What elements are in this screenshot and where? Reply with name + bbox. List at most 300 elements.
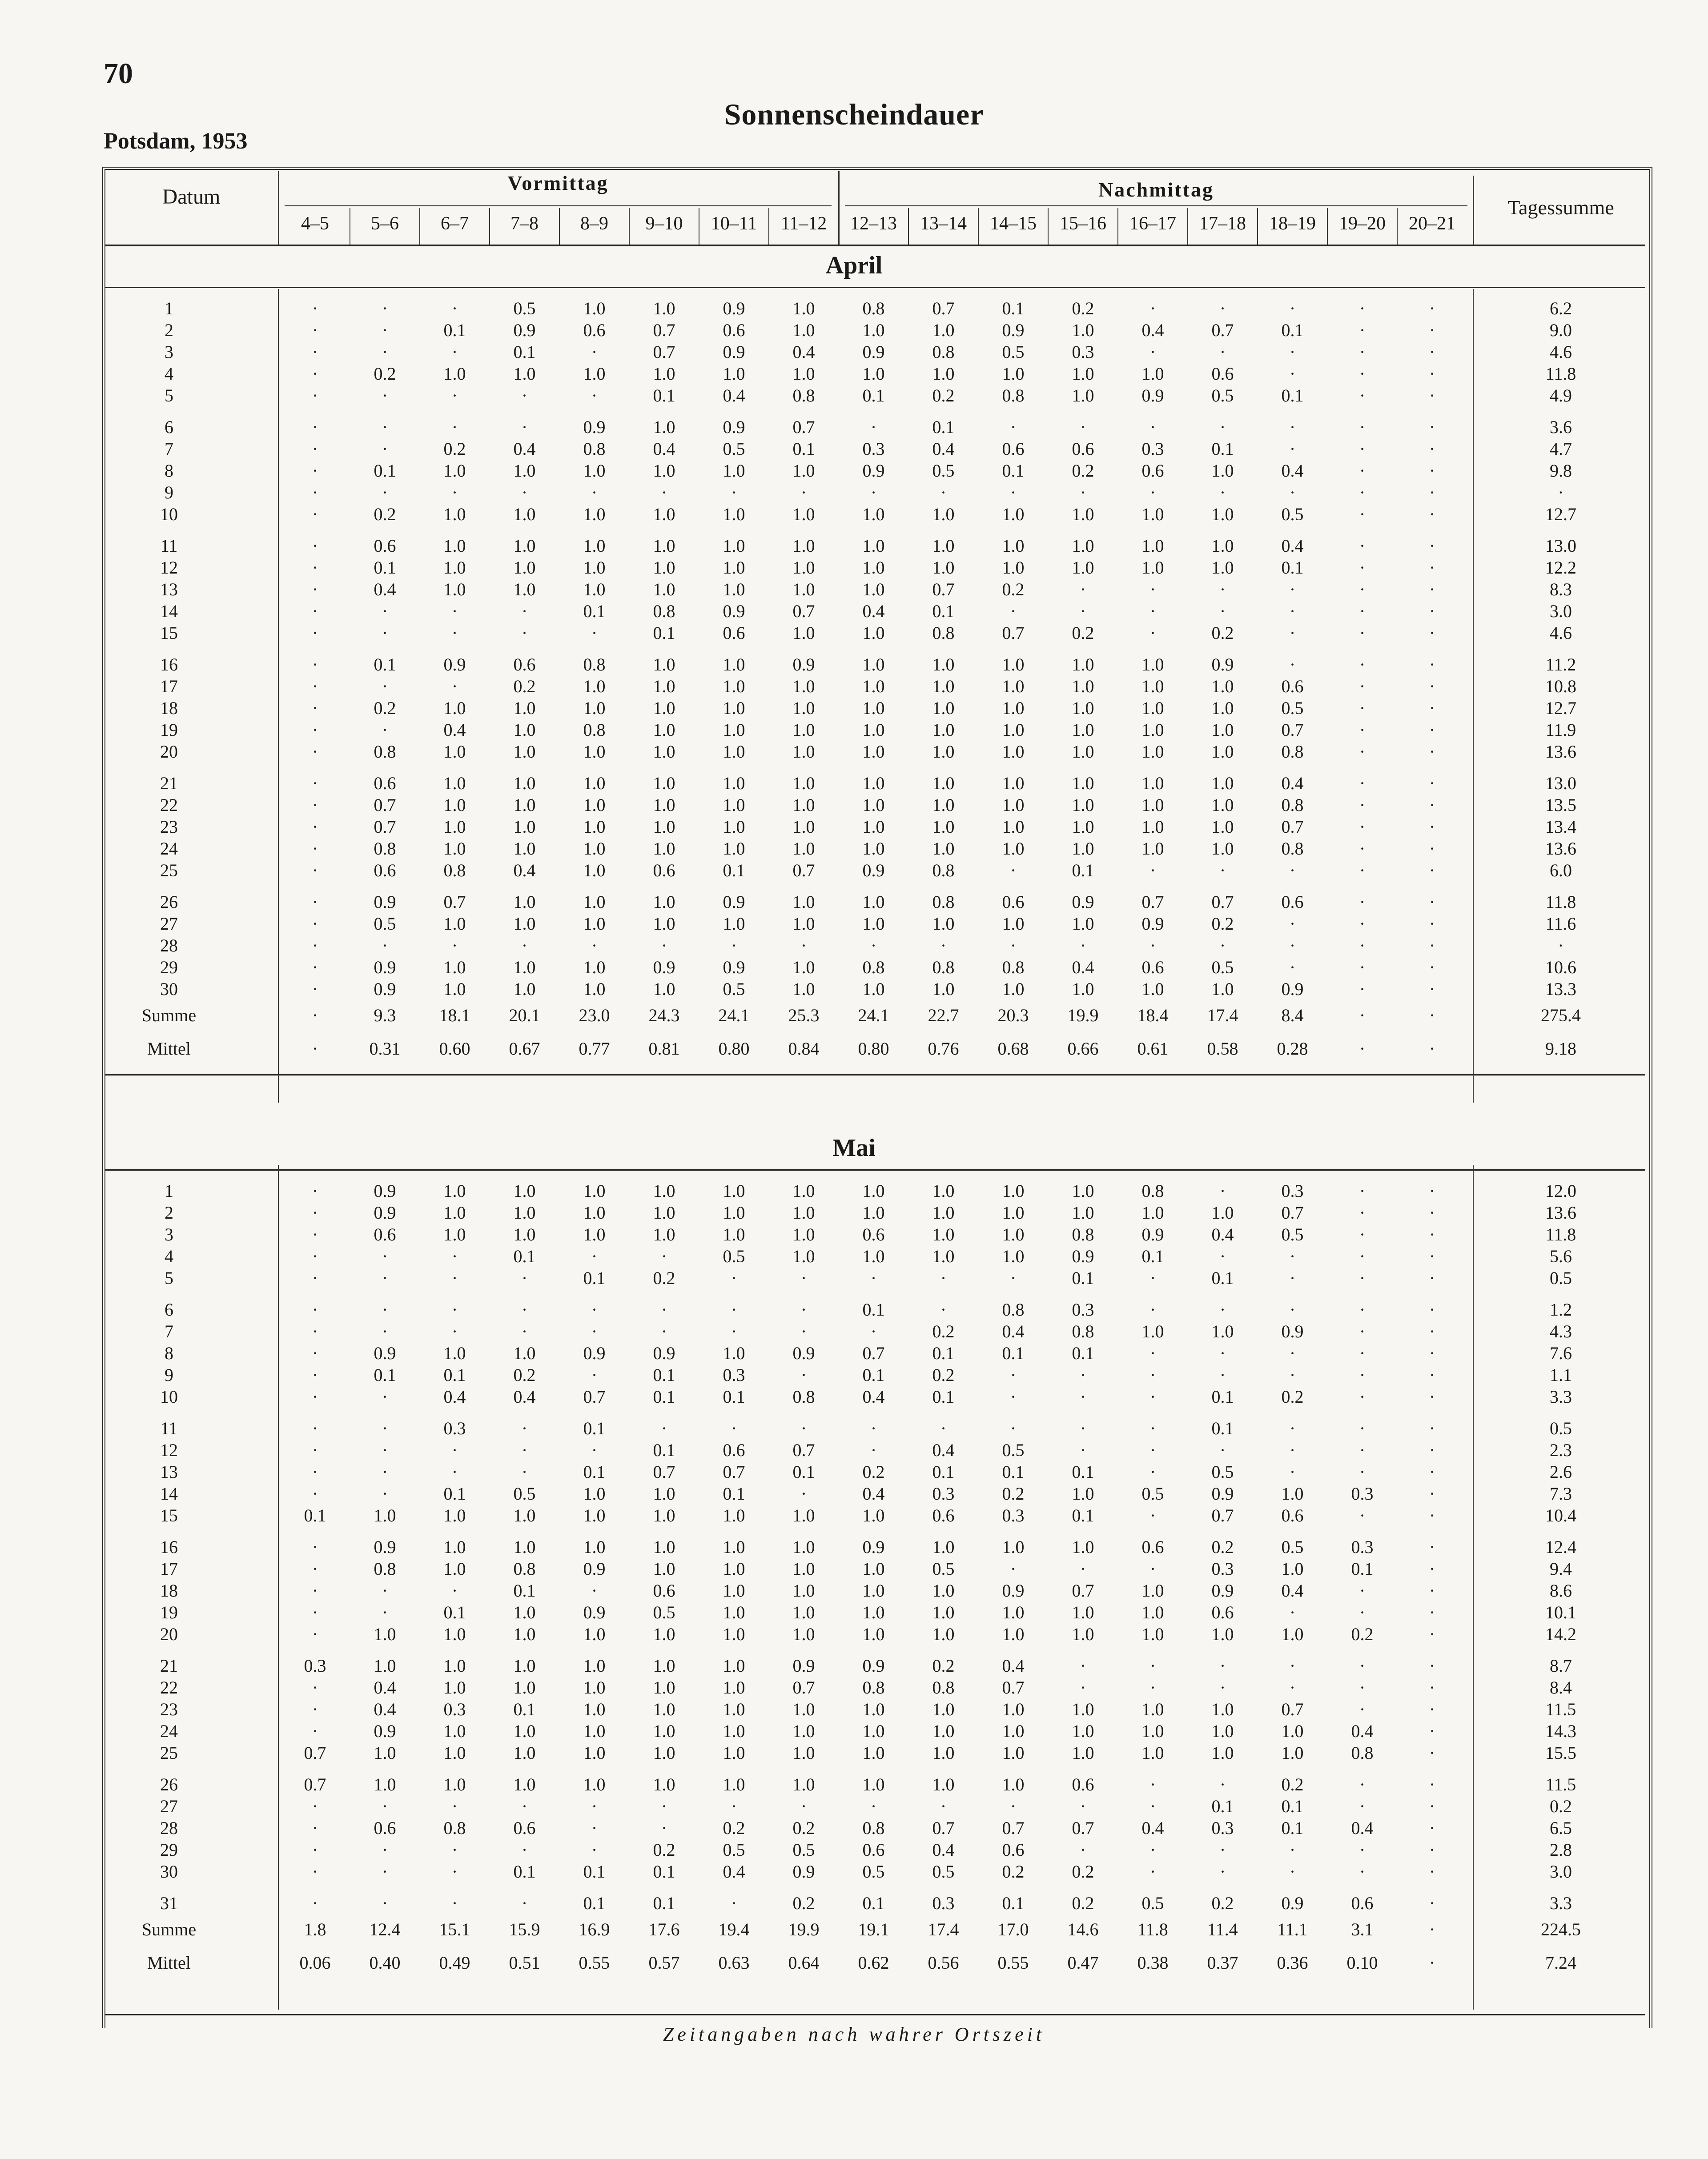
tagessumme-value: 5.6 [1550,1246,1572,1266]
hour-value: · [1219,1365,1226,1385]
row-label: 16 [160,1537,178,1557]
hour-value: 0.7 [792,417,815,437]
hour-value: 0.2 [374,698,396,718]
hour-value: · [451,417,458,437]
table-row [0,979,1708,1000]
table-row [0,1537,1708,1558]
table-row [0,676,1708,697]
hour-value: 0.5 [723,1246,745,1266]
hour-value: 1.0 [1072,504,1094,524]
hour-value: 15.9 [509,1919,540,1939]
hour-value: · [1429,623,1435,643]
hour-value: 0.9 [1141,914,1164,934]
hour-value: 0.84 [788,1039,820,1059]
hour-value: · [1289,1602,1296,1622]
hour-value: 0.6 [723,320,745,340]
hour-value: 0.6 [513,1818,536,1838]
hour-value: · [312,579,318,599]
hour-value: · [312,742,318,762]
row-label: 26 [160,892,178,912]
hour-value: 0.1 [304,1505,326,1525]
hour-value: 0.7 [932,579,955,599]
header-divider [278,171,279,245]
hour-value: · [312,385,318,405]
hour-value: 0.4 [1072,957,1094,977]
hour-value: 1.0 [1002,654,1025,674]
hour-value: 0.9 [792,1656,815,1676]
tagessumme-value: 8.7 [1550,1656,1572,1676]
hour-value: · [661,935,667,955]
row-label: 18 [160,698,178,718]
hour-value: · [940,482,947,502]
hour-value: · [1010,1365,1017,1385]
hour-value: · [1429,1774,1435,1794]
row-label: 2 [165,1203,173,1223]
hour-value: 1.0 [792,623,815,643]
hour-value: · [1359,957,1366,977]
hour-value: 0.2 [792,1818,815,1838]
hour-value: 1.0 [862,1721,885,1741]
hour-value: 0.9 [862,461,885,481]
row-label: 4 [165,364,173,384]
hour-divider [419,208,420,245]
hour-value: · [661,1796,667,1816]
hour-value: · [1429,504,1435,524]
row-label: 12 [160,558,178,578]
hour-value: 0.1 [1072,1343,1094,1363]
hour-value: · [1429,1818,1435,1838]
hour-divider [978,208,979,245]
hour-value: · [1219,935,1226,955]
hour-value: 0.7 [792,601,815,621]
hour-value: 1.0 [723,1559,745,1579]
hour-value: 0.2 [932,1656,955,1676]
hour-value: · [1289,1656,1296,1676]
hour-value: 0.9 [723,957,745,977]
hour-value: 9.3 [374,1005,396,1025]
hour-value: 0.9 [374,1537,396,1557]
hour-value: 1.0 [513,1602,536,1622]
hour-header: 13–14 [920,213,967,234]
hour-value: 8.4 [1281,1005,1304,1025]
row-label: 10 [160,1387,178,1407]
table-row [0,1461,1708,1483]
hour-value: · [1219,1840,1226,1860]
hour-value: 0.1 [1281,320,1304,340]
hour-value: 1.0 [653,1743,675,1763]
hour-value: · [312,1677,318,1698]
hour-value: 24.3 [648,1005,680,1025]
hour-value: 0.9 [653,1343,675,1363]
hour-value: 1.0 [862,1559,885,1579]
table-row [0,1224,1708,1245]
hour-value: · [1429,298,1435,318]
hour-value: 1.0 [1072,817,1094,837]
hour-value: · [1149,417,1156,437]
row-label: 20 [160,742,178,762]
hour-value: 0.6 [1211,1602,1234,1622]
hour-value: · [312,1224,318,1244]
hour-value: 1.0 [723,720,745,740]
hour-value: 0.1 [443,1602,466,1622]
hour-value: 0.4 [1281,461,1304,481]
row-label: 10 [160,504,178,524]
hour-value: 1.0 [653,979,675,999]
hour-value: 0.9 [374,892,396,912]
hour-value: · [1429,957,1435,977]
hour-value: 0.7 [374,817,396,837]
table-row [0,1418,1708,1439]
hour-value: 1.0 [653,1505,675,1525]
hour-value: · [312,1300,318,1320]
hour-value: 1.0 [1072,742,1094,762]
hour-value: · [312,1203,318,1223]
tagessumme-value: 7.6 [1550,1343,1572,1363]
tagessumme-value: 2.6 [1550,1462,1572,1482]
tagessumme-value: 4.6 [1550,342,1572,362]
hour-value: 1.0 [513,364,536,384]
hour-value: · [1080,482,1086,502]
tagessumme-value: 11.5 [1545,1699,1576,1719]
hour-value: · [1149,1656,1156,1676]
hour-value: · [382,1321,388,1341]
hour-value: 1.0 [653,1774,675,1794]
hour-value: · [1429,364,1435,384]
hour-value: · [521,1462,528,1482]
tagessumme-value: 12.7 [1545,698,1576,718]
hour-value: 1.0 [1002,1699,1025,1719]
hour-value: 1.0 [932,1602,955,1622]
hour-value: · [661,1418,667,1438]
hour-value: 1.0 [1072,1484,1094,1504]
hour-value: 1.0 [1211,1743,1234,1763]
row-label: 31 [160,1893,178,1913]
hour-value: · [1010,601,1017,621]
tagessumme-value: 10.1 [1545,1602,1576,1622]
hour-value: 1.0 [583,1774,606,1794]
hour-value: · [1149,1365,1156,1385]
hour-value: 0.4 [1002,1656,1025,1676]
hour-value: · [1289,1343,1296,1363]
hour-value: 1.0 [513,914,536,934]
hour-value: 1.0 [862,742,885,762]
row-label: 20 [160,1624,178,1644]
hour-value: 0.5 [1211,957,1234,977]
hour-value: 0.7 [1002,623,1025,643]
hour-value: 1.0 [862,698,885,718]
tagessumme-value: 10.8 [1545,676,1576,696]
hour-value: · [451,676,458,696]
hour-value: · [1219,1440,1226,1460]
tagessumme-value: 3.0 [1550,1862,1572,1882]
hour-value: 0.9 [374,957,396,977]
hour-value: · [1429,320,1435,340]
hour-value: 1.0 [513,1721,536,1741]
hour-value: 1.0 [723,1699,745,1719]
hour-value: · [521,1893,528,1913]
hour-value: 1.0 [1211,461,1234,481]
hour-value: 1.0 [513,817,536,837]
hour-value: 1.0 [653,364,675,384]
hour-value: 0.9 [374,1203,396,1223]
hour-value: 0.7 [1281,1699,1304,1719]
row-label: 21 [160,1656,178,1676]
table-row [0,1299,1708,1320]
hour-value: · [521,385,528,405]
hour-value: · [731,1300,737,1320]
hour-value: · [451,1581,458,1601]
hour-value: 0.2 [1211,1893,1234,1913]
hour-divider [629,208,630,245]
table-row [0,1268,1708,1289]
hour-value: · [1429,1796,1435,1816]
hour-value: · [1219,601,1226,621]
hour-value: 1.0 [932,914,955,934]
hour-value: 0.1 [1072,1268,1094,1288]
hour-value: 1.0 [513,1743,536,1763]
hour-value: 1.0 [1141,817,1164,837]
hour-value: 1.0 [1002,364,1025,384]
hour-value: 11.1 [1277,1919,1308,1939]
hour-value: 1.0 [1141,979,1164,999]
hour-value: · [312,1840,318,1860]
tagessumme-value: 275.4 [1541,1005,1581,1025]
hour-value: 0.2 [932,385,955,405]
hour-value: 0.1 [932,601,955,621]
hour-value: 1.0 [1281,1624,1304,1644]
hour-value: · [870,1418,877,1438]
hour-value: · [1080,417,1086,437]
hour-value: 0.1 [513,1246,536,1266]
hour-value: · [800,1300,807,1320]
hour-value: 0.58 [1207,1039,1238,1059]
hour-value: · [451,482,458,502]
hour-header: 4–5 [301,213,329,234]
hour-value: 0.2 [513,676,536,696]
hour-value: · [312,536,318,556]
hour-value: · [1359,1418,1366,1438]
hour-value: 1.0 [723,1743,745,1763]
hour-value: 1.0 [1002,720,1025,740]
hour-value: · [1359,1203,1366,1223]
hour-value: 1.0 [792,1203,815,1223]
table-row [0,1505,1708,1526]
hour-value: · [1359,1246,1366,1266]
hour-value: · [1010,482,1017,502]
hour-value: · [521,601,528,621]
hour-value: 1.0 [513,536,536,556]
hour-value: · [382,1893,388,1913]
hour-value: 1.0 [443,979,466,999]
hour-value: · [1080,579,1086,599]
hour-value: · [1219,579,1226,599]
hour-value: · [1149,1268,1156,1288]
hour-value: 0.2 [374,364,396,384]
hour-value: 1.0 [653,795,675,815]
tagessumme-value: 13.0 [1545,536,1576,556]
hour-value: · [1289,364,1296,384]
hour-value: 0.9 [1072,892,1094,912]
hour-value: · [1429,1721,1435,1741]
hour-value: 1.0 [792,1581,815,1601]
hour-value: · [1429,1005,1435,1025]
hour-value: · [1149,1440,1156,1460]
hour-value: 17.4 [928,1919,959,1939]
table-row [0,913,1708,935]
hour-value: 1.0 [723,558,745,578]
hour-value: · [1359,1699,1366,1719]
table-row [0,838,1708,859]
hour-value: · [312,364,318,384]
tagessumme-value: 2.3 [1550,1440,1572,1460]
table-row [0,482,1708,503]
tagessumme-value: 13.4 [1545,817,1576,837]
hour-value: 1.0 [583,676,606,696]
hour-value: 1.0 [792,1559,815,1579]
hour-value: · [940,935,947,955]
table-row [0,860,1708,881]
row-label: 1 [165,1181,173,1201]
hour-value: 0.8 [932,892,955,912]
hour-value: · [800,1418,807,1438]
hour-value: · [1429,1505,1435,1525]
hour-value: · [451,298,458,318]
hour-value: · [382,1418,388,1438]
hour-value: 1.0 [1002,817,1025,837]
hour-value: 1.0 [723,795,745,815]
hour-value: · [1359,1300,1366,1320]
hour-value: 0.6 [653,1581,675,1601]
hour-value: 1.0 [583,1484,606,1504]
hour-value: 1.0 [513,1656,536,1676]
hour-value: · [591,1840,598,1860]
hour-value: · [382,935,388,955]
hour-value: 1.0 [443,839,466,859]
hour-value: · [1149,1505,1156,1525]
hour-value: · [451,1840,458,1860]
hour-value: · [1149,1774,1156,1794]
hour-value: 1.0 [653,1181,675,1201]
hour-value: 0.9 [862,342,885,362]
hour-value: · [1080,935,1086,955]
table-row [0,1796,1708,1817]
hour-value: 1.0 [1072,979,1094,999]
hour-value: · [1080,1387,1086,1407]
hour-value: 0.1 [1211,1796,1234,1816]
hour-value: 0.7 [1281,1203,1304,1223]
hour-value: 1.0 [653,1559,675,1579]
hour-value: · [1429,654,1435,674]
hour-value: · [312,1418,318,1438]
station-label: Potsdam, 1953 [104,128,248,154]
hour-value: · [1080,1418,1086,1438]
hour-value: · [1359,342,1366,362]
hour-value: 0.7 [862,1343,885,1363]
hour-value: 1.0 [723,1224,745,1244]
hour-value: 25.3 [788,1005,820,1025]
hour-value: 1.0 [1211,817,1234,837]
hour-value: 0.9 [723,342,745,362]
hour-value: 1.0 [443,1343,466,1363]
hour-value: · [312,1181,318,1201]
footer-note: Zeitangaben nach wahrer Ortszeit [663,2023,1045,2045]
table-row [0,1774,1708,1795]
hour-value: 0.7 [932,298,955,318]
hour-value: 1.0 [792,558,815,578]
hour-value: 0.7 [583,1387,606,1407]
hour-value: 1.0 [1211,1699,1234,1719]
hour-value: 1.0 [862,1181,885,1201]
hour-value: 1.0 [792,579,815,599]
hour-value: 0.3 [1211,1818,1234,1838]
page-title: Sonnenscheindauer [724,97,984,131]
hour-value: · [1429,1462,1435,1482]
hour-value: 0.1 [1002,1343,1025,1363]
hour-value: 0.5 [1211,1462,1234,1482]
hour-value: · [1289,482,1296,502]
hour-value: 1.0 [583,773,606,793]
hour-value: 1.0 [1141,742,1164,762]
hour-value: 0.3 [1351,1484,1374,1504]
table-row [0,1818,1708,1839]
tagessumme-value: 11.8 [1545,364,1576,384]
hour-value: 0.7 [1281,720,1304,740]
hour-value: 1.0 [513,698,536,718]
hour-header: 18–19 [1269,213,1316,234]
hour-value: 0.9 [1211,654,1234,674]
hour-value: · [1429,558,1435,578]
row-label: 7 [165,1321,173,1341]
hour-value: 0.1 [1141,1246,1164,1266]
hour-value: · [1359,676,1366,696]
hour-value: 0.4 [1141,1818,1164,1838]
hour-value: 1.0 [932,720,955,740]
hour-value: 0.1 [653,623,675,643]
hour-value: · [870,482,877,502]
hour-value: 1.0 [792,1602,815,1622]
hour-value: 0.1 [1002,1893,1025,1913]
row-label: 5 [165,1268,173,1288]
hour-value: · [1149,1387,1156,1407]
hour-value: 1.0 [1072,1181,1094,1201]
hour-value: 1.0 [1002,1181,1025,1201]
hour-value: 0.8 [583,654,606,674]
hour-value: 0.9 [792,1343,815,1363]
hour-value: 1.0 [583,860,606,880]
row-label: 3 [165,342,173,362]
hour-value: 0.47 [1067,1953,1099,1973]
hour-value: 1.0 [1072,773,1094,793]
hour-value: 1.0 [374,1624,396,1644]
row-label: Summe [141,1919,197,1939]
hour-value: 1.0 [792,1721,815,1741]
hour-value: 0.60 [439,1039,470,1059]
hour-value: 1.0 [443,536,466,556]
hour-value: · [1429,1559,1435,1579]
hour-value: 0.1 [513,1699,536,1719]
hour-value: 0.7 [1072,1818,1094,1838]
hour-value: 0.1 [653,385,675,405]
hour-value: 1.0 [1211,795,1234,815]
hour-value: 0.38 [1137,1953,1169,1973]
hour-value: 0.1 [583,1418,606,1438]
hour-value: 1.0 [443,364,466,384]
hour-value: · [1429,817,1435,837]
hour-value: 0.2 [513,1365,536,1385]
hour-value: 0.1 [374,461,396,481]
hour-value: 1.0 [1002,558,1025,578]
hour-value: 1.0 [1211,1721,1234,1741]
